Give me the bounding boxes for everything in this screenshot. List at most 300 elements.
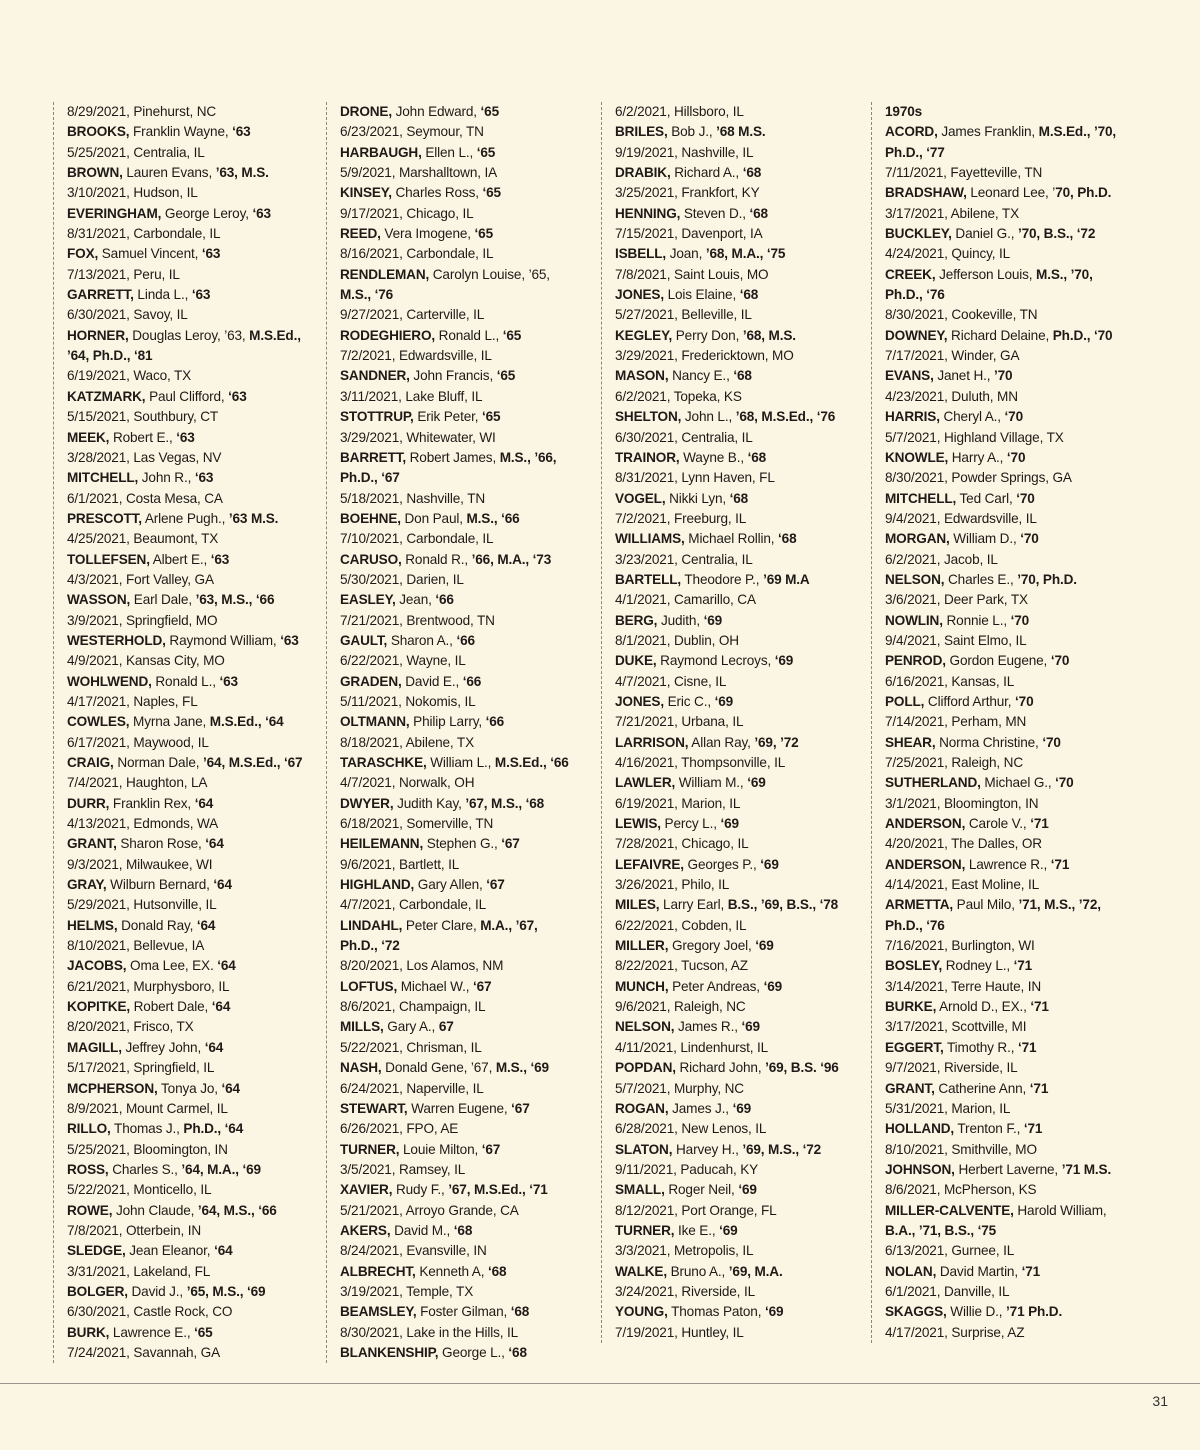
date-location: 7/8/2021, Otterbein, IN [67, 1222, 202, 1238]
date-location: 3/29/2021, Whitewater, WI [340, 429, 496, 445]
date-location: 5/25/2021, Bloomington, IN [67, 1141, 228, 1157]
given-names: Lawrence R., [965, 856, 1051, 872]
class-year: ‘65 [474, 226, 493, 242]
class-year: ‘70 [1050, 653, 1070, 669]
date-location: 5/11/2021, Nokomis, IL [340, 693, 476, 709]
class-year: ‘70 [1004, 409, 1023, 425]
class-year: ‘66 [435, 592, 454, 608]
date-location: 9/3/2021, Milwaukee, WI [67, 856, 213, 872]
given-names: Gregory Joel, [668, 938, 756, 954]
date-location: 8/10/2021, Smithville, MO [885, 1141, 1037, 1157]
given-names: Georges P., [683, 856, 761, 872]
obituary-name-line [885, 814, 1143, 834]
obituary-name-line [615, 814, 873, 834]
obituary-name-line [340, 183, 598, 203]
class-year: ‘64 [211, 999, 231, 1015]
obituary-name-line [67, 163, 325, 183]
surname: BROOKS, [67, 124, 130, 140]
degree-continuation [340, 285, 598, 305]
surname: HIGHLAND, [340, 877, 415, 893]
given-names: Percy L., [660, 816, 721, 832]
date-location: 3/31/2021, Lakeland, FL [67, 1263, 211, 1279]
date-location: 6/30/2021, Castle Rock, CO [67, 1304, 233, 1320]
surname: MORGAN, [885, 531, 950, 547]
given-names: Theodore P., [681, 571, 764, 587]
date-location: 9/17/2021, Chicago, IL [340, 205, 474, 221]
date-location: 7/2/2021, Edwardsville, IL [340, 348, 492, 364]
class-year: ’68, M.S.Ed., ‘76 [735, 409, 836, 425]
given-names: Michael W., [397, 978, 473, 994]
surname: XAVIER, [340, 1182, 393, 1198]
class-year: M.A., ’67, [480, 917, 538, 933]
given-names: Rodney L., [942, 958, 1014, 974]
class-year: M.S., ’70, [1036, 266, 1093, 282]
surname: DRABIK, [615, 165, 671, 181]
surname: BERG, [615, 612, 658, 628]
surname: VOGEL, [615, 490, 666, 506]
given-names: Timothy R., [943, 1039, 1018, 1055]
date-location: 7/21/2021, Urbana, IL [615, 714, 744, 730]
obituary-column-1 [53, 102, 325, 1363]
surname: LEFAIVRE, [615, 856, 684, 872]
given-names: Raymond William, [165, 632, 281, 648]
class-year: 67 [438, 1019, 454, 1035]
date-location: 8/12/2021, Port Orange, FL [615, 1202, 777, 1218]
obituary-name-line [615, 1302, 873, 1322]
class-year: ‘71 [1029, 1080, 1049, 1096]
surname: LOFTUS, [340, 978, 398, 994]
date-location: 7/11/2021, Fayetteville, TN [885, 165, 1043, 181]
date-location: 8/24/2021, Evansville, IN [340, 1243, 487, 1259]
surname: MITCHELL, [885, 490, 957, 506]
obituary-name-line [340, 448, 598, 468]
date-location: 8/18/2021, Abilene, TX [340, 734, 475, 750]
surname: LINDAHL, [340, 917, 403, 933]
given-names: Larry Earl, [659, 897, 728, 913]
given-names: Clifford Arthur, [924, 693, 1016, 709]
obituary-name-line [340, 1262, 598, 1282]
given-names: Richard Delaine, [947, 327, 1053, 343]
surname: COWLES, [67, 714, 130, 730]
obituary-name-line [340, 916, 598, 936]
given-names: Gary Allen, [414, 877, 487, 893]
date-location: 3/17/2021, Scottville, MI [885, 1019, 1027, 1035]
surname: BROWN, [67, 165, 123, 181]
obituary-name-line [67, 1160, 325, 1180]
class-year: ‘66 [462, 673, 482, 689]
given-names: Tonya Jo, [157, 1080, 222, 1096]
obituary-name-line [615, 895, 873, 915]
obituary-name-line [615, 936, 873, 956]
footer-rule [0, 1383, 1200, 1384]
obituary-name-line [67, 387, 325, 407]
date-location: 5/9/2021, Marshalltown, IA [340, 165, 498, 181]
obituary-name-line [615, 1058, 873, 1078]
date-location: 3/19/2021, Temple, TX [340, 1283, 474, 1299]
obituary-name-line [340, 590, 598, 610]
obituary-name-line [340, 977, 598, 997]
class-year: ‘71 [1013, 958, 1033, 974]
given-names: Gordon Eugene, [945, 653, 1051, 669]
class-year: ‘64 [213, 877, 232, 893]
surname: ISBELL, [615, 246, 667, 262]
surname: MITCHELL, [67, 470, 139, 486]
given-names: Ronald L., [435, 327, 503, 343]
date-location: 5/22/2021, Chrisman, IL [340, 1039, 482, 1055]
obituary-name-line [67, 916, 325, 936]
surname: BLANKENSHIP, [340, 1344, 439, 1360]
class-year: ‘70 [1020, 531, 1039, 547]
surname: GAULT, [340, 632, 388, 648]
given-names: Don Paul, [400, 510, 467, 526]
given-names: Lois Elaine, [663, 287, 740, 303]
surname: DRONE, [340, 104, 392, 119]
date-location: 7/24/2021, Savannah, GA [67, 1344, 220, 1360]
surname: NOWLIN, [885, 612, 943, 628]
date-location: 9/11/2021, Paducah, KY [615, 1161, 759, 1177]
obituary-name-line [885, 956, 1143, 976]
surname: MUNCH, [615, 978, 669, 994]
surname: BRADSHAW, [885, 185, 967, 201]
date-location: 4/7/2021, Cisne, IL [615, 673, 727, 689]
given-names: Erik Peter, [413, 409, 482, 425]
class-year: ’69, B.S. ‘96 [765, 1060, 839, 1076]
surname: MILLS, [340, 1019, 384, 1035]
class-year: ’64, M.S., ‘66 [197, 1202, 277, 1218]
obituary-name-line [615, 1140, 873, 1160]
date-location: 5/29/2021, Hutsonville, IL [67, 897, 217, 913]
date-location: 3/28/2021, Las Vegas, NV [67, 449, 222, 465]
given-names: Judith, [657, 612, 704, 628]
degree-continuation [67, 346, 325, 366]
given-names: Harvey H., [672, 1141, 743, 1157]
surname: STEWART, [340, 1100, 408, 1116]
surname: ANDERSON, [885, 856, 966, 872]
obituary-name-line [340, 753, 598, 773]
given-names: John L., [681, 409, 736, 425]
surname: TOLLEFSEN, [67, 551, 150, 567]
date-location: 4/17/2021, Naples, FL [67, 693, 198, 709]
obituary-name-line [67, 1038, 325, 1058]
date-location: 6/21/2021, Murphysboro, IL [67, 978, 230, 994]
date-location: 6/24/2021, Naperville, IL [340, 1080, 484, 1096]
obituary-name-line [340, 143, 598, 163]
surname: SUTHERLAND, [885, 775, 981, 791]
surname: DWYER, [340, 795, 394, 811]
class-year: ‘66 [485, 714, 505, 730]
given-names: Willie D., [946, 1304, 1007, 1320]
class-year: ‘68 [510, 1304, 530, 1320]
surname: NELSON, [885, 571, 945, 587]
obituary-name-line [340, 794, 598, 814]
given-names: Robert E., [109, 429, 177, 445]
date-location: 4/9/2021, Kansas City, MO [67, 653, 225, 669]
date-location: 6/30/2021, Centralia, IL [615, 429, 753, 445]
date-location: 6/2/2021, Jacob, IL [885, 551, 998, 567]
date-location: 6/13/2021, Gurnee, IL [885, 1243, 1015, 1259]
obituary-name-line [67, 1079, 325, 1099]
class-year: ‘69 [703, 612, 723, 628]
obituary-name-line [340, 672, 598, 692]
given-names: Richard A., [670, 165, 743, 181]
date-location: 6/23/2021, Seymour, TN [340, 124, 484, 140]
class-year: ‘69 [747, 775, 766, 791]
date-location: 6/26/2021, FPO, AE [340, 1121, 459, 1137]
obituary-name-line [885, 183, 1143, 203]
class-year: ’63, M.S. [215, 165, 269, 181]
surname: STOTTRUP, [340, 409, 414, 425]
surname: KNOWLE, [885, 449, 949, 465]
given-names: Kenneth A, [415, 1263, 488, 1279]
surname: HARRIS, [885, 409, 940, 425]
date-location: 8/10/2021, Bellevue, IA [67, 938, 205, 954]
obituary-name-line [67, 1119, 325, 1139]
class-year: ’67, M.S.Ed., ‘71 [448, 1182, 548, 1198]
date-location: 5/21/2021, Arroyo Grande, CA [340, 1202, 519, 1218]
degree-text: Ph.D., ‘67 [340, 470, 400, 486]
class-year: ‘64 [196, 917, 216, 933]
obituary-name-line [885, 366, 1143, 386]
class-year: ’69 M.A [763, 571, 810, 587]
obituary-name-line [67, 326, 325, 346]
obituary-name-line [340, 1058, 598, 1078]
given-names: Charles S., [108, 1161, 182, 1177]
date-location: 9/19/2021, Nashville, IL [615, 144, 754, 160]
given-names: Jean Eleanor, [125, 1243, 215, 1259]
given-names: Jeffrey John, [121, 1039, 205, 1055]
class-year: ‘63 [201, 246, 221, 262]
date-location: 9/27/2021, Carterville, IL [340, 307, 485, 323]
given-names: Rudy F., [392, 1182, 449, 1198]
date-location: 8/30/2021, Lake in the Hills, IL [340, 1324, 519, 1340]
surname: ROGAN, [615, 1100, 669, 1116]
date-location: 5/31/2021, Marion, IL [885, 1100, 1011, 1116]
decade-heading [885, 102, 1143, 122]
given-names: Ike E., [674, 1222, 720, 1238]
obituary-name-line [67, 550, 325, 570]
given-names: James Franklin, [937, 124, 1039, 140]
class-year: ‘67 [486, 877, 505, 893]
degree-text: Ph.D., ‘76 [885, 917, 945, 933]
class-year: ‘65 [482, 409, 501, 425]
class-year: ‘68 [742, 165, 762, 181]
class-year: ’71, M.S., ’72, [1018, 897, 1101, 913]
class-year: ‘63 [252, 205, 271, 221]
date-location: 7/15/2021, Davenport, IA [615, 226, 763, 242]
obituary-name-line [340, 326, 598, 346]
obituary-name-line [615, 570, 873, 590]
surname: EASLEY, [340, 592, 396, 608]
class-year: M.S., ‘69 [495, 1060, 549, 1076]
obituary-name-line [885, 895, 1143, 915]
date-location: 6/1/2021, Danville, IL [885, 1283, 1010, 1299]
surname: BURKE, [885, 999, 937, 1015]
degree-text: B.A., ’71, B.S., ‘75 [885, 1222, 997, 1238]
date-location: 4/11/2021, Lindenhurst, IL [615, 1039, 769, 1055]
date-location: 8/30/2021, Powder Springs, GA [885, 470, 1072, 486]
surname: GRANT, [885, 1080, 935, 1096]
surname: BARTELL, [615, 571, 682, 587]
class-year: ’68, M.A., ‘75 [705, 246, 786, 262]
date-location: 7/4/2021, Haughton, LA [67, 775, 208, 791]
class-year: ‘63 [210, 551, 230, 567]
given-names: Norma Christine, [935, 734, 1043, 750]
obituary-name-line [340, 1343, 598, 1363]
degree-text: 1970s [885, 104, 923, 119]
date-location: 6/19/2021, Marion, IL [615, 795, 741, 811]
given-names: Sharon A., [387, 632, 457, 648]
given-names: Lawrence E., [109, 1324, 195, 1340]
obituary-name-line [615, 1262, 873, 1282]
surname: MCPHERSON, [67, 1080, 158, 1096]
surname: ANDERSON, [885, 816, 966, 832]
surname: MILLER, [615, 938, 669, 954]
obituary-name-line [885, 1038, 1143, 1058]
surname: SMALL, [615, 1182, 665, 1198]
class-year: ‘69 [763, 978, 783, 994]
obituary-name-line [885, 570, 1143, 590]
surname: REED, [340, 226, 381, 242]
given-names: Harold William, [1013, 1202, 1107, 1218]
surname: CARUSO, [340, 551, 402, 567]
class-year: ‘69 [719, 1222, 738, 1238]
surname: BUCKLEY, [885, 226, 952, 242]
surname: AKERS, [340, 1222, 391, 1238]
obituary-name-line [615, 489, 873, 509]
given-names: Carolyn Louise, ’65, [429, 266, 550, 282]
class-year: ‘71 [1017, 1039, 1037, 1055]
given-names: Philip Larry, [409, 714, 486, 730]
obituary-name-line [615, 407, 873, 427]
class-year: ‘68 [733, 368, 752, 384]
class-year: ‘68 [453, 1222, 473, 1238]
surname: LAWLER, [615, 775, 676, 791]
obituary-name-line [615, 204, 873, 224]
class-year: ‘64 [214, 1243, 233, 1259]
class-year: ‘69 [741, 1019, 760, 1035]
obituary-name-line [615, 326, 873, 346]
surname: POPDAN, [615, 1060, 676, 1076]
class-year: 70, Ph.D. [1055, 185, 1112, 201]
date-location: 3/14/2021, Terre Haute, IN [885, 978, 1042, 994]
given-names: Charles Ross, [391, 185, 483, 201]
date-location: 8/20/2021, Los Alamos, NM [340, 958, 504, 974]
obituary-name-line [340, 1099, 598, 1119]
class-year: ‘68 [747, 449, 767, 465]
class-year: ‘68 [739, 287, 759, 303]
surname: TRAINOR, [615, 449, 680, 465]
class-year: ‘65 [480, 104, 499, 119]
class-year: ‘63 [219, 673, 238, 689]
surname: HARBAUGH, [340, 144, 422, 160]
surname: POLL, [885, 693, 925, 709]
date-location: 3/1/2021, Bloomington, IN [885, 795, 1039, 811]
obituary-name-line [67, 997, 325, 1017]
given-names: Judith Kay, [393, 795, 466, 811]
obituary-name-line [67, 509, 325, 529]
obituary-name-line [340, 834, 598, 854]
class-year: ‘69 [764, 1304, 784, 1320]
class-year: ‘67 [472, 978, 492, 994]
surname: HELMS, [67, 917, 118, 933]
degree-text: M.S., ‘76 [340, 287, 394, 303]
class-year: ’67, M.S., ‘68 [465, 795, 545, 811]
date-location: 9/4/2021, Saint Elmo, IL [885, 632, 1027, 648]
surname: LEWIS, [615, 816, 661, 832]
class-year: ‘65 [194, 1324, 213, 1340]
date-location: 8/16/2021, Carbondale, IL [340, 246, 494, 262]
date-location: 7/19/2021, Huntley, IL [615, 1324, 744, 1340]
class-year: Ph.D., ‘64 [183, 1121, 244, 1137]
surname: GARRETT, [67, 287, 134, 303]
date-location: 7/17/2021, Winder, GA [885, 348, 1020, 364]
given-names: Ronald R., [401, 551, 472, 567]
given-names: Arlene Pugh., [141, 510, 229, 526]
obituary-name-line [67, 1241, 325, 1261]
class-year: ’68 M.S. [716, 124, 766, 140]
given-names: Wayne B., [679, 449, 748, 465]
class-year: ’63 M.S. [228, 510, 279, 526]
surname: JONES, [615, 693, 664, 709]
surname: GRADEN, [340, 673, 402, 689]
obituary-name-line [615, 529, 873, 549]
surname: ROSS, [67, 1161, 109, 1177]
date-location: 4/20/2021, The Dalles, OR [885, 836, 1042, 852]
date-location: 3/17/2021, Abilene, TX [885, 205, 1020, 221]
given-names: Franklin Wayne, [129, 124, 233, 140]
class-year: ‘68 [487, 1263, 507, 1279]
given-names: Bruno A., [666, 1263, 729, 1279]
date-location: 7/16/2021, Burlington, WI [885, 938, 1035, 954]
given-names: Norman Dale, [113, 755, 204, 770]
surname: FOX, [67, 246, 99, 262]
obituary-name-line [615, 285, 873, 305]
given-names: Paul Clifford, [145, 388, 229, 404]
degree-continuation [340, 936, 598, 956]
given-names: Robert Dale, [130, 999, 212, 1015]
given-names: Robert James, [406, 449, 500, 465]
date-location: 3/5/2021, Ramsey, IL [340, 1161, 466, 1177]
obituary-name-line [885, 692, 1143, 712]
obituary-name-line [340, 631, 598, 651]
given-names: Michael Rollin, [684, 531, 779, 547]
obituary-name-line [340, 1017, 598, 1037]
class-year: ‘69 [738, 1182, 757, 1198]
surname: JONES, [615, 287, 664, 303]
class-year: M.S.Ed., ’70, [1038, 124, 1117, 140]
class-year: ‘69 [732, 1100, 752, 1116]
given-names: Jean, [395, 592, 436, 608]
surname: SHELTON, [615, 409, 682, 425]
obituary-name-line [67, 1282, 325, 1302]
surname: NASH, [340, 1060, 382, 1076]
given-names: Roger Neil, [664, 1182, 739, 1198]
obituary-name-line [67, 468, 325, 488]
class-year: ‘71 [1050, 856, 1070, 872]
surname: NELSON, [615, 1019, 675, 1035]
date-location: 7/13/2021, Peru, IL [67, 266, 180, 282]
given-names: Eric C., [663, 693, 715, 709]
class-year: ‘67 [511, 1100, 530, 1116]
surname: TARASCHKE, [340, 755, 427, 770]
date-location: 5/7/2021, Murphy, NC [615, 1080, 744, 1096]
surname: BOEHNE, [340, 510, 401, 526]
obituary-name-line [615, 855, 873, 875]
obituary-name-line [885, 489, 1143, 509]
date-location: 8/1/2021, Dublin, OH [615, 632, 739, 648]
date-location: 3/25/2021, Frankfort, KY [615, 185, 760, 201]
date-location: 7/2/2021, Freeburg, IL [615, 510, 747, 526]
